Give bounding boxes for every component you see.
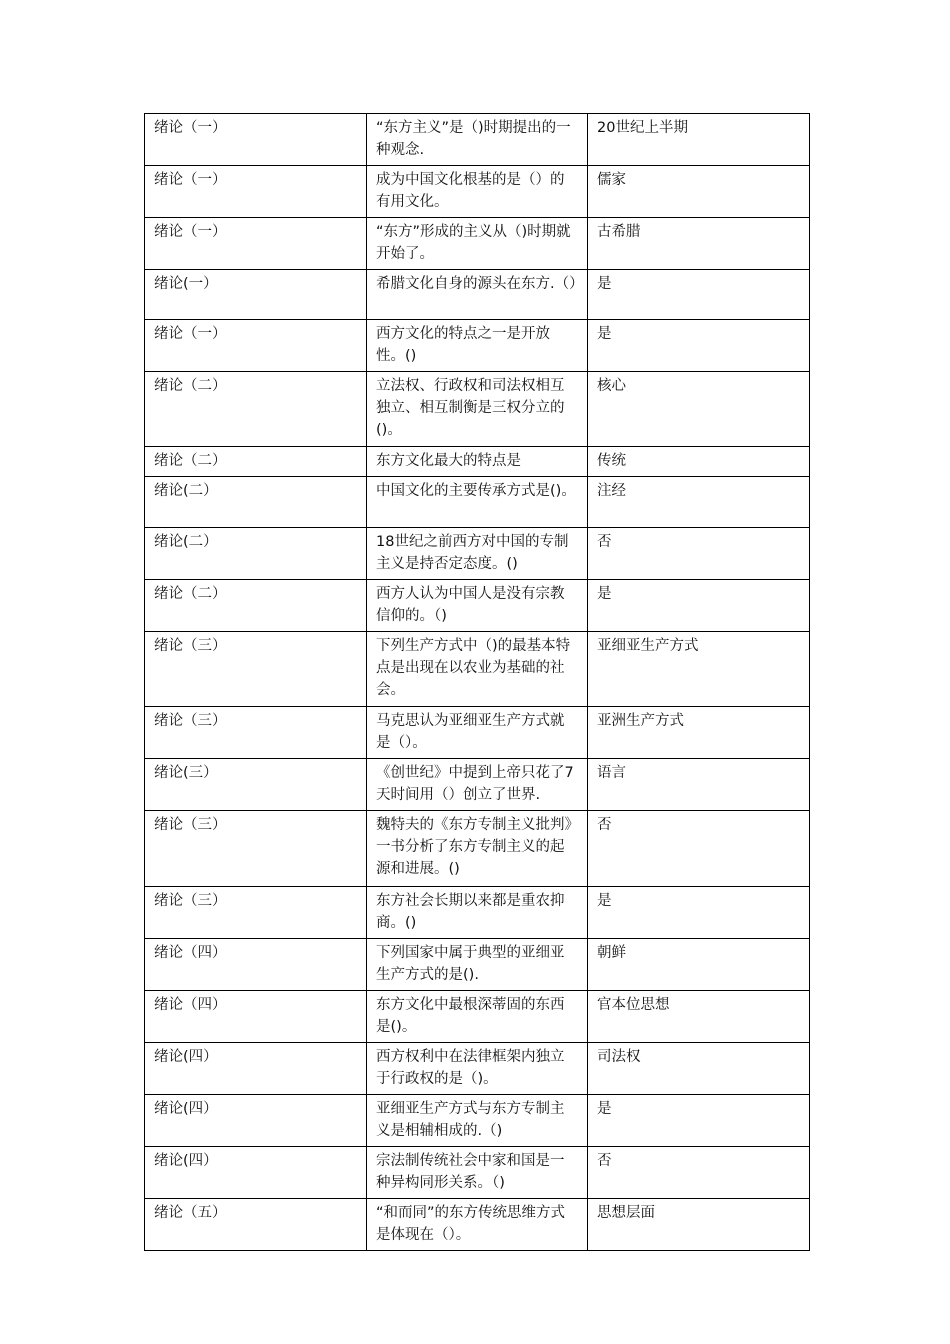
answer-cell: 亚洲生产方式 (588, 707, 810, 759)
section-cell: 绪论（三） (145, 632, 367, 707)
section-cell: 绪论（二） (145, 580, 367, 632)
qa-table (144, 113, 810, 1251)
question-cell: 亚细亚生产方式与东方专制主义是相辅相成的.（) (367, 1095, 588, 1147)
answer-cell: 传统 (588, 447, 810, 477)
question-cell: 马克思认为亚细亚生产方式就是（）。 (367, 707, 588, 759)
table-row (145, 114, 810, 166)
answer-cell: 是 (588, 1095, 810, 1147)
answer-cell: 思想层面 (588, 1199, 810, 1251)
question-cell: “和而同”的东方传统思维方式是体现在（）。 (367, 1199, 588, 1251)
table-row (145, 939, 810, 991)
table-row (145, 991, 810, 1043)
section-cell: 绪论（五） (145, 1199, 367, 1251)
question-cell: 西方人认为中国人是没有宗教信仰的。（) (367, 580, 588, 632)
answer-cell: 亚细亚生产方式 (588, 632, 810, 707)
question-cell: 东方文化最大的特点是 (367, 447, 588, 477)
question-cell: 宗法制传统社会中家和国是一种异构同形关系。（) (367, 1147, 588, 1199)
answer-cell: 是 (588, 580, 810, 632)
answer-cell: 是 (588, 320, 810, 372)
section-cell: 绪论（一） (145, 114, 367, 166)
table-row (145, 1095, 810, 1147)
answer-cell: 司法权 (588, 1043, 810, 1095)
answer-cell: 朝鲜 (588, 939, 810, 991)
answer-cell: 20世纪上半期 (588, 114, 810, 166)
section-cell: 绪论（二） (145, 372, 367, 447)
section-cell: 绪论(四） (145, 1147, 367, 1199)
table-row (145, 1199, 810, 1251)
section-cell: 绪论(二） (145, 528, 367, 580)
question-cell: 下列国家中属于典型的亚细亚生产方式的是(). (367, 939, 588, 991)
answer-cell: 儒家 (588, 166, 810, 218)
table-row (145, 759, 810, 811)
table-row (145, 1043, 810, 1095)
question-cell: 西方文化的特点之一是开放性。() (367, 320, 588, 372)
answer-cell: 语言 (588, 759, 810, 811)
question-cell: 西方权利中在法律框架内独立于行政权的是（)。 (367, 1043, 588, 1095)
table-row (145, 632, 810, 707)
question-cell: 希腊文化自身的源头在东方.（） (367, 270, 588, 320)
question-cell: 下列生产方式中（)的最基本特点是出现在以农业为基础的社会。 (367, 632, 588, 707)
question-cell: “东方主义”是（)时期提出的一种观念. (367, 114, 588, 166)
section-cell: 绪论（三） (145, 887, 367, 939)
question-cell: “东方”形成的主义从（)时期就开始了。 (367, 218, 588, 270)
answer-cell: 核心 (588, 372, 810, 447)
table-row (145, 1147, 810, 1199)
section-cell: 绪论(四） (145, 1043, 367, 1095)
table-row (145, 707, 810, 759)
table-row (145, 477, 810, 528)
answer-cell: 否 (588, 1147, 810, 1199)
table-row (145, 887, 810, 939)
table-row (145, 218, 810, 270)
section-cell: 绪论（一） (145, 218, 367, 270)
question-cell: 东方文化中最根深蒂固的东西是()。 (367, 991, 588, 1043)
section-cell: 绪论(三） (145, 759, 367, 811)
table-row (145, 320, 810, 372)
section-cell: 绪论（一） (145, 166, 367, 218)
section-cell: 绪论（四） (145, 991, 367, 1043)
section-cell: 绪论（三） (145, 811, 367, 887)
answer-cell: 否 (588, 528, 810, 580)
question-cell: 中国文化的主要传承方式是()。 (367, 477, 588, 528)
question-cell: 魏特夫的《东方专制主义批判》一书分析了东方专制主义的起源和进展。() (367, 811, 588, 887)
answer-cell: 古希腊 (588, 218, 810, 270)
section-cell: 绪论(二） (145, 477, 367, 528)
section-cell: 绪论（三） (145, 707, 367, 759)
question-cell: 东方社会长期以来都是重农抑商。() (367, 887, 588, 939)
section-cell: 绪论（一） (145, 320, 367, 372)
table-row (145, 580, 810, 632)
answer-cell: 否 (588, 811, 810, 887)
question-cell: 成为中国文化根基的是（）的有用文化。 (367, 166, 588, 218)
table-row (145, 528, 810, 580)
qa-table-body (145, 114, 810, 1251)
table-row (145, 811, 810, 887)
section-cell: 绪论(四） (145, 1095, 367, 1147)
table-row (145, 372, 810, 447)
question-cell: 18世纪之前西方对中国的专制主义是持否定态度。() (367, 528, 588, 580)
table-row (145, 270, 810, 320)
answer-cell: 注经 (588, 477, 810, 528)
question-cell: 《创世纪》中提到上帝只花了7天时间用（）创立了世界. (367, 759, 588, 811)
answer-cell: 是 (588, 270, 810, 320)
question-cell: 立法权、行政权和司法权相互独立、相互制衡是三权分立的()。 (367, 372, 588, 447)
section-cell: 绪论（二） (145, 447, 367, 477)
table-row (145, 447, 810, 477)
table-row (145, 166, 810, 218)
answer-cell: 是 (588, 887, 810, 939)
answer-cell: 官本位思想 (588, 991, 810, 1043)
section-cell: 绪论（四） (145, 939, 367, 991)
section-cell: 绪论(一） (145, 270, 367, 320)
